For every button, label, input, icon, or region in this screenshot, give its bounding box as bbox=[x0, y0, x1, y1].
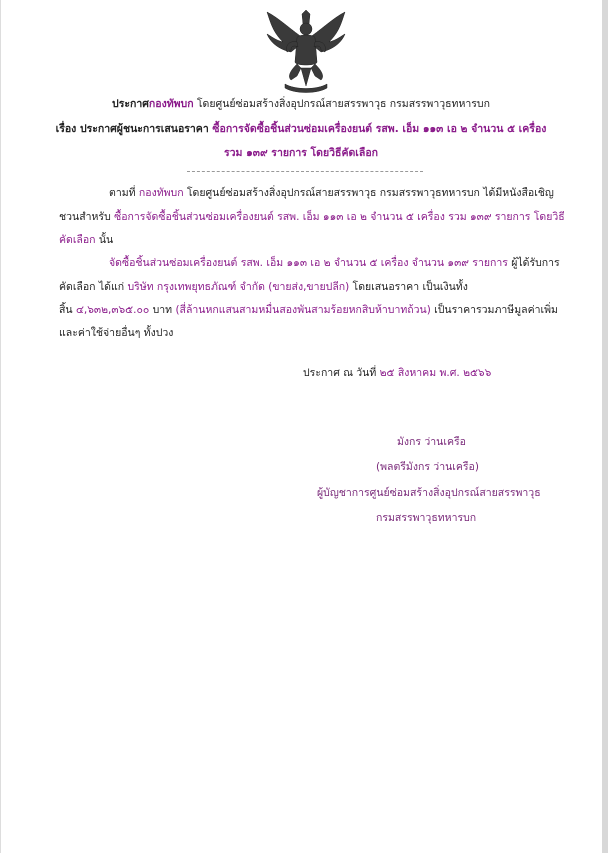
subject-label: เรื่อง ประกาศผู้ชนะการเสนอราคา bbox=[55, 123, 213, 135]
body-org: กองทัพบก bbox=[138, 187, 184, 199]
header-announce: ประกาศ bbox=[112, 98, 149, 110]
signer-org: กรมสรรพาวุธทหารบก bbox=[376, 512, 477, 524]
announce-date bbox=[303, 366, 608, 380]
body-project: ซื้อการจัดซื้อชิ้นส่วนซ่อมเครื่องยนต์ รสพ. เอ็ม ๑๑๓ เอ ๒ จำนวน ๕ เครื่อง รวม ๑๓๙ รายการ โดยวิธี bbox=[114, 211, 565, 223]
header-line-1 bbox=[1, 97, 601, 111]
signer-fullname: (พลตรีมังกร ว่านเครือ) bbox=[376, 461, 479, 473]
header-org: กองทัพบก bbox=[148, 98, 194, 110]
body-method: คัดเลือก bbox=[59, 234, 96, 246]
body-text: โดยศูนย์ซ่อมสร้างสิ่งอุปกรณ์สายสรรพาวุธ กรมสรรพาวุธทหารบก ได้มีหนังสือเชิญ bbox=[183, 187, 554, 199]
body-text: โดยเสนอราคา เป็นเงินทั้ง bbox=[349, 281, 468, 293]
divider bbox=[187, 171, 423, 172]
body-line-5 bbox=[59, 280, 608, 294]
signer-position: ผู้บัญชาการศูนย์ซ่อมสร้างสิ่งอุปกรณ์สายสรรพาวุธ bbox=[317, 487, 541, 499]
body-text: สิ้น bbox=[59, 304, 76, 316]
bid-amount-words: (สี่ล้านหกแสนสามหมื่นสองพันสามร้อยหกสิบห้าบาทถ้วน) bbox=[175, 304, 431, 316]
body-text: บาท bbox=[149, 304, 176, 316]
body-line-3 bbox=[59, 233, 608, 247]
subject-title-cont: รวม ๑๓๙ รายการ โดยวิธีคัดเลือก bbox=[224, 147, 378, 159]
signer-name: มังกร ว่านเครือ bbox=[397, 436, 466, 448]
body-text: ชวนสำหรับ bbox=[59, 211, 115, 223]
body-project: จัดซื้อชิ้นส่วนซ่อมเครื่องยนต์ รสพ. เอ็ม ๑๑๓ เอ ๒ จำนวน ๕ เครื่อง จำนวน ๑๓๙ รายการ bbox=[109, 257, 508, 269]
subject-title: ซื้อการจัดซื้อชิ้นส่วนซ่อมเครื่องยนต์ รสพ. เอ็ม ๑๑๓ เอ ๒ จำนวน ๕ เครื่อง bbox=[212, 123, 547, 135]
body-text: คัดเลือก ได้แก่ bbox=[59, 281, 128, 293]
body-text: ตามที่ bbox=[109, 187, 139, 199]
body-line-2 bbox=[59, 210, 608, 224]
body-text: เป็นราคารวมภาษีมูลค่าเพิ่ม bbox=[430, 304, 558, 316]
date-label: ประกาศ ณ วันที่ bbox=[303, 367, 380, 379]
body-line-6 bbox=[59, 303, 608, 317]
date-value: ๒๕ สิงหาคม พ.ศ. ๒๕๖๖ bbox=[379, 367, 492, 379]
body-line-7: และค่าใช้จ่ายอื่นๆ ทั้งปวง bbox=[59, 327, 174, 339]
body-line-4 bbox=[109, 256, 608, 270]
winner-company: บริษัท กรุงเทพยุทธภัณฑ์ จำกัด (ขายส่ง,ขายปลีก) bbox=[127, 281, 350, 293]
header-unit: โดยศูนย์ซ่อมสร้างสิ่งอุปกรณ์สายสรรพาวุธ กรมสรรพาวุธทหารบก bbox=[193, 98, 490, 110]
bid-amount: ๔,๖๓๒,๓๖๕.๐๐ bbox=[75, 304, 150, 316]
garuda-emblem-icon bbox=[261, 10, 351, 94]
body-text: นั้น bbox=[95, 234, 114, 246]
header-line-2 bbox=[1, 122, 601, 136]
body-line-1 bbox=[109, 186, 608, 200]
body-text: ผู้ได้รับการ bbox=[507, 257, 560, 269]
